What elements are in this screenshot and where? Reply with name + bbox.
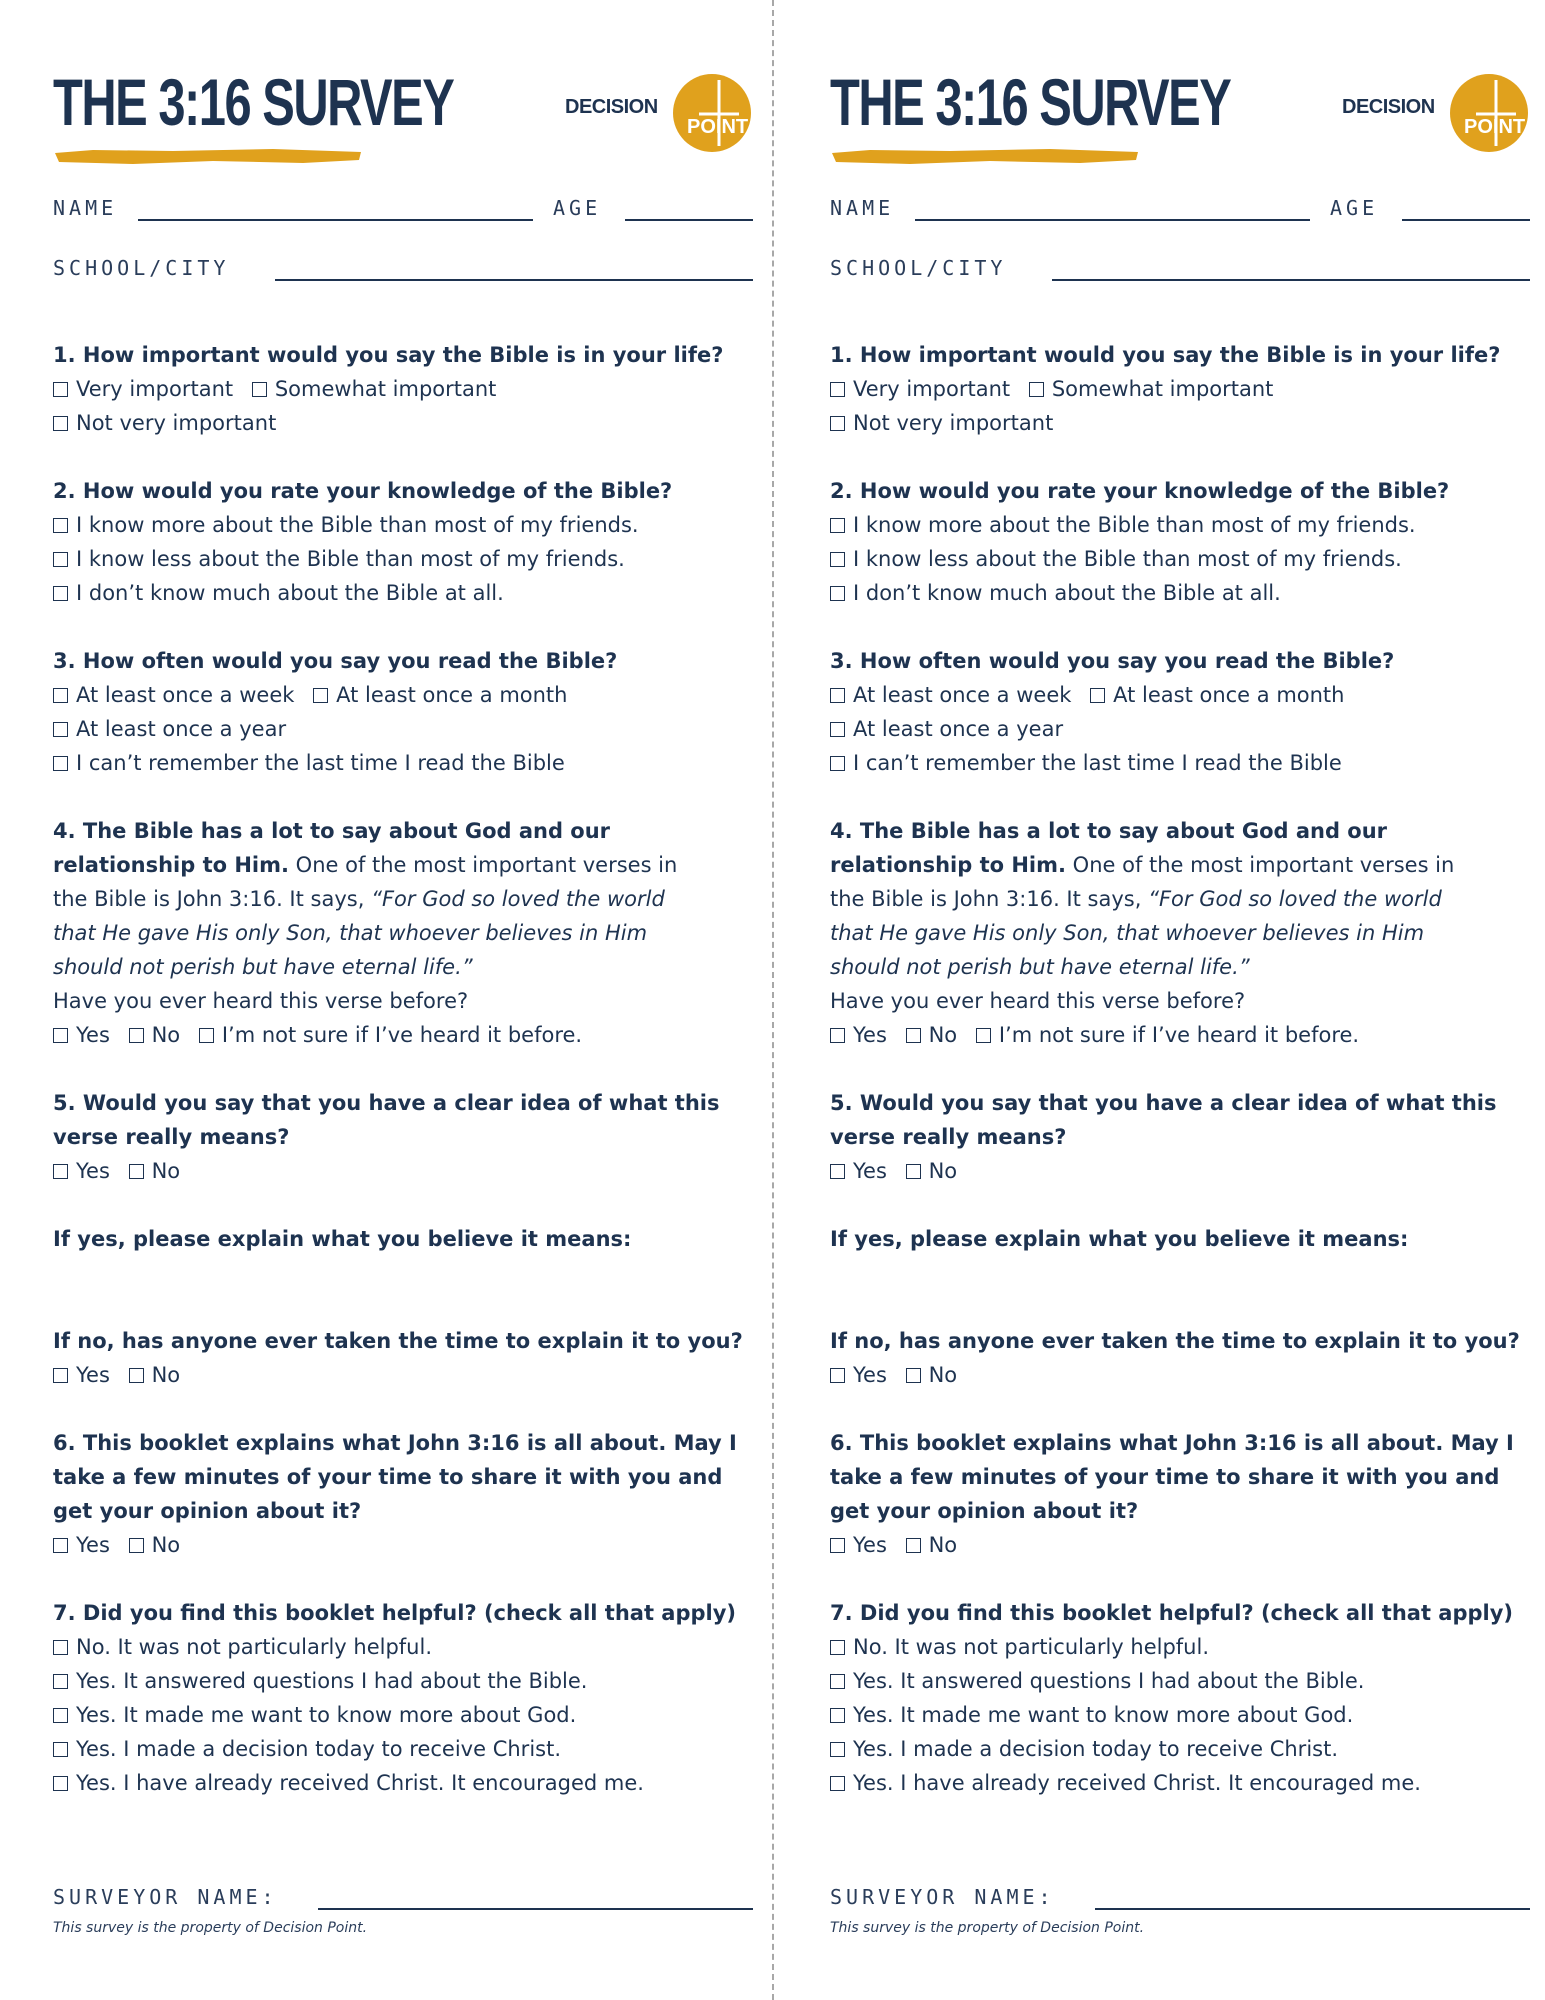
checkbox-option[interactable] [830, 1159, 887, 1183]
checkbox-option[interactable] [830, 1732, 1495, 1766]
checkbox-option[interactable] [53, 1630, 718, 1664]
checkbox-option[interactable] [129, 1159, 181, 1183]
surveyor-name-field[interactable] [318, 1908, 753, 1910]
q5-prompt: verse really means? [830, 1125, 1067, 1149]
checkbox-option[interactable] [129, 1023, 181, 1047]
checkbox-icon [830, 1776, 845, 1791]
q5-followup-options-row [53, 1358, 718, 1392]
checkbox-icon [830, 1640, 845, 1655]
option-label: Yes [853, 1533, 887, 1557]
checkbox-icon [830, 1674, 845, 1689]
title-underline [53, 145, 363, 167]
q5-followup-yes: If yes, please explain what you believe it means: [53, 1227, 632, 1251]
name-field[interactable] [138, 219, 533, 221]
checkbox-icon [53, 756, 68, 771]
checkbox-icon [830, 552, 845, 567]
checkbox-option[interactable] [53, 576, 718, 610]
q6-options-row [53, 1528, 718, 1562]
checkbox-icon [830, 1368, 845, 1383]
option-label: No. It was not particularly helpful. [853, 1635, 1210, 1659]
option-label: At least once a week [76, 683, 295, 707]
checkbox-icon [53, 518, 68, 533]
q3-options-row [830, 678, 1495, 712]
checkbox-icon [1029, 382, 1044, 397]
school-city-field[interactable] [1052, 279, 1530, 281]
footnote: This survey is the property of Decision Point. [830, 1920, 1145, 1936]
option-label: I know less about the Bible than most of my friends. [76, 547, 625, 571]
option-label: No [928, 1159, 958, 1183]
q4-question: Have you ever heard this verse before? [53, 989, 469, 1013]
cut-line [772, 0, 774, 2000]
option-label: At least once a year [853, 717, 1064, 741]
checkbox-option[interactable] [830, 377, 1010, 401]
q6-options-row [830, 1528, 1495, 1562]
checkbox-option[interactable] [53, 1698, 718, 1732]
decision-point-logo [565, 74, 755, 154]
decision-point-logo [1342, 74, 1532, 154]
checkbox-icon [129, 1028, 144, 1043]
q4-prompt-line2 [53, 848, 718, 882]
checkbox-option[interactable] [976, 1023, 1359, 1047]
checkbox-option[interactable] [830, 1363, 887, 1387]
verse-text: that He gave His only Son, that whoever believes in Him [53, 921, 648, 945]
checkbox-option[interactable] [53, 1766, 718, 1800]
checkbox-option[interactable] [1090, 683, 1344, 707]
age-field[interactable] [625, 219, 753, 221]
q5-prompt: 5. Would you say that you have a clear idea of what this [53, 1091, 720, 1115]
survey-title: THE 3:16 SURVEY [830, 65, 1231, 139]
logo-text-decision: DECISION [565, 96, 658, 118]
option-label: Yes [853, 1363, 887, 1387]
checkbox-icon [53, 722, 68, 737]
checkbox-option[interactable] [53, 542, 718, 576]
verse-text: that He gave His only Son, that whoever believes in Him [830, 921, 1425, 945]
age-label: AGE [1330, 196, 1379, 220]
q2-prompt: 2. How would you rate your knowledge of the Bible? [830, 479, 1450, 503]
checkbox-icon [252, 382, 267, 397]
checkbox-option[interactable] [830, 712, 1495, 746]
checkbox-option[interactable] [199, 1023, 582, 1047]
checkbox-option[interactable] [830, 1533, 887, 1557]
age-field[interactable] [1402, 219, 1530, 221]
checkbox-icon [976, 1028, 991, 1043]
checkbox-option[interactable] [830, 746, 1495, 780]
checkbox-icon [53, 1742, 68, 1757]
option-label: No [928, 1533, 958, 1557]
checkbox-icon [129, 1538, 144, 1553]
option-label: No [151, 1533, 181, 1557]
option-label: Yes [76, 1533, 110, 1557]
surveyor-name-label: SURVEYOR NAME: [53, 1885, 278, 1909]
option-label: Very important [76, 377, 234, 401]
option-label: Somewhat important [1051, 377, 1274, 401]
checkbox-icon [53, 1674, 68, 1689]
checkbox-icon [830, 518, 845, 533]
q4-question: Have you ever heard this verse before? [830, 989, 1246, 1013]
option-label: At least once a month [336, 683, 568, 707]
q5-followup-options-row [830, 1358, 1495, 1392]
option-label: Yes [76, 1023, 110, 1047]
checkbox-icon [53, 1776, 68, 1791]
checkbox-option[interactable] [830, 406, 1495, 440]
option-label: Yes [853, 1023, 887, 1047]
checkbox-icon [53, 1538, 68, 1553]
q4-line3 [830, 882, 1495, 916]
checkbox-option[interactable] [252, 377, 497, 401]
option-label: Yes. It made me want to know more about God. [76, 1703, 577, 1727]
option-label: I know less about the Bible than most of my friends. [853, 547, 1402, 571]
checkbox-icon [53, 1164, 68, 1179]
option-label: Yes [76, 1159, 110, 1183]
checkbox-option[interactable] [53, 683, 294, 707]
option-label: I don’t know much about the Bible at all. [76, 581, 504, 605]
q7-prompt: 7. Did you find this booklet helpful? (check all that apply) [53, 1601, 737, 1625]
q5-followup-no: If no, has anyone ever taken the time to explain it to you? [830, 1329, 1520, 1353]
option-label: I’m not sure if I’ve heard it before. [221, 1023, 583, 1047]
option-label: Yes. It answered questions I had about the Bible. [853, 1669, 1365, 1693]
checkbox-option[interactable] [830, 1664, 1495, 1698]
name-label: NAME [830, 196, 895, 220]
option-label: No [928, 1023, 958, 1047]
q6-prompt: take a few minutes of your time to share it with you and [53, 1465, 723, 1489]
option-label: I can’t remember the last time I read the Bible [76, 751, 565, 775]
checkbox-option[interactable] [830, 576, 1495, 610]
checkbox-icon [1090, 688, 1105, 703]
school-city-field[interactable] [275, 279, 753, 281]
checkbox-icon [53, 1028, 68, 1043]
option-label: Yes. I made a decision today to receive Christ. [853, 1737, 1338, 1761]
option-label: I know more about the Bible than most of my friends. [853, 513, 1416, 537]
checkbox-option[interactable] [53, 377, 233, 401]
checkbox-icon [53, 382, 68, 397]
checkbox-icon [830, 756, 845, 771]
survey-sheet [53, 0, 749, 2000]
checkbox-icon [830, 1164, 845, 1179]
checkbox-option[interactable] [53, 1159, 110, 1183]
checkbox-icon [906, 1368, 921, 1383]
checkbox-option[interactable] [313, 683, 567, 707]
checkbox-option[interactable] [906, 1533, 958, 1557]
q4-prompt-bold: relationship to Him. [830, 853, 1066, 877]
option-label: Somewhat important [274, 377, 497, 401]
option-label: At least once a year [76, 717, 287, 741]
q1-prompt: 1. How important would you say the Bible is in your life? [830, 343, 1501, 367]
option-label: I can’t remember the last time I read the Bible [853, 751, 1342, 775]
questions [53, 338, 743, 1800]
option-label: Yes [76, 1363, 110, 1387]
q4-prompt: 4. The Bible has a lot to say about God and our [53, 819, 611, 843]
q4-line3-plain: the Bible is John 3:16. It says, [53, 887, 372, 911]
checkbox-icon [313, 688, 328, 703]
checkbox-option[interactable] [53, 1732, 718, 1766]
q5-followup-yes: If yes, please explain what you believe it means: [830, 1227, 1409, 1251]
q4-prompt: 4. The Bible has a lot to say about God and our [830, 819, 1388, 843]
checkbox-option[interactable] [53, 406, 718, 440]
checkbox-icon [830, 1742, 845, 1757]
checkbox-option[interactable] [830, 1766, 1495, 1800]
q1-options-row [830, 372, 1495, 406]
checkbox-icon [830, 382, 845, 397]
verse-text: “For God so loved the world [1148, 887, 1442, 911]
checkbox-option[interactable] [830, 1698, 1495, 1732]
q4-prompt-rest: One of the most important verses in [288, 853, 678, 877]
footnote: This survey is the property of Decision Point. [53, 1920, 368, 1936]
option-label: Yes. It made me want to know more about God. [853, 1703, 1354, 1727]
option-label: Yes. It answered questions I had about the Bible. [76, 1669, 588, 1693]
q6-prompt: get your opinion about it? [830, 1499, 1139, 1523]
option-label: I know more about the Bible than most of my friends. [76, 513, 639, 537]
q7-prompt: 7. Did you find this booklet helpful? (check all that apply) [830, 1601, 1514, 1625]
survey-sheet [830, 0, 1526, 2000]
q3-prompt: 3. How often would you say you read the Bible? [830, 649, 1395, 673]
q6-prompt: take a few minutes of your time to share it with you and [830, 1465, 1500, 1489]
option-label: I’m not sure if I’ve heard it before. [998, 1023, 1360, 1047]
q1-options-row [53, 372, 718, 406]
checkbox-option[interactable] [129, 1363, 181, 1387]
checkbox-icon [53, 1708, 68, 1723]
checkbox-option[interactable] [53, 1533, 110, 1557]
checkbox-icon [53, 552, 68, 567]
checkbox-icon [129, 1368, 144, 1383]
checkbox-option[interactable] [830, 1023, 887, 1047]
survey-title: THE 3:16 SURVEY [53, 65, 454, 139]
checkbox-icon [199, 1028, 214, 1043]
option-label: No [151, 1159, 181, 1183]
checkbox-option[interactable] [906, 1023, 958, 1047]
verse-text: should not perish but have eternal life.” [830, 955, 1250, 979]
questions [830, 338, 1520, 1800]
q4-options-row [830, 1018, 1495, 1052]
logo-text-decision: DECISION [1342, 96, 1435, 118]
school-city-label: SCHOOL/CITY [53, 256, 230, 280]
checkbox-icon [830, 586, 845, 601]
checkbox-option[interactable] [830, 508, 1495, 542]
option-label: I don’t know much about the Bible at all. [853, 581, 1281, 605]
checkbox-icon [830, 688, 845, 703]
checkbox-icon [906, 1538, 921, 1553]
checkbox-option[interactable] [830, 1630, 1495, 1664]
checkbox-option[interactable] [53, 712, 718, 746]
option-label: No [151, 1023, 181, 1047]
age-label: AGE [553, 196, 602, 220]
q4-prompt-bold: relationship to Him. [53, 853, 289, 877]
q5-options-row [53, 1154, 718, 1188]
checkbox-option[interactable] [906, 1159, 958, 1183]
checkbox-option[interactable] [53, 1363, 110, 1387]
option-label: Yes [853, 1159, 887, 1183]
surveyor-name-field[interactable] [1095, 1908, 1530, 1910]
option-label: Not very important [853, 411, 1054, 435]
option-label: At least once a month [1113, 683, 1345, 707]
surveyor-name-label: SURVEYOR NAME: [830, 1885, 1055, 1909]
q5-prompt: 5. Would you say that you have a clear idea of what this [830, 1091, 1497, 1115]
checkbox-option[interactable] [53, 1023, 110, 1047]
q5-followup-no: If no, has anyone ever taken the time to explain it to you? [53, 1329, 743, 1353]
q1-prompt: 1. How important would you say the Bible is in your life? [53, 343, 724, 367]
q2-prompt: 2. How would you rate your knowledge of the Bible? [53, 479, 673, 503]
checkbox-icon [830, 722, 845, 737]
q4-line3-plain: the Bible is John 3:16. It says, [830, 887, 1149, 911]
checkbox-option[interactable] [53, 508, 718, 542]
checkbox-icon [906, 1164, 921, 1179]
name-label: NAME [53, 196, 118, 220]
checkbox-option[interactable] [830, 542, 1495, 576]
checkbox-option[interactable] [830, 683, 1071, 707]
q6-prompt: get your opinion about it? [53, 1499, 362, 1523]
q5-prompt: verse really means? [53, 1125, 290, 1149]
checkbox-option[interactable] [53, 746, 718, 780]
checkbox-option[interactable] [129, 1533, 181, 1557]
option-label: At least once a week [853, 683, 1072, 707]
verse-text: should not perish but have eternal life.” [53, 955, 473, 979]
checkbox-icon [53, 416, 68, 431]
option-label: Yes. I made a decision today to receive Christ. [76, 1737, 561, 1761]
logo-text-point: POINT [1464, 116, 1526, 138]
checkbox-icon [830, 1028, 845, 1043]
q3-prompt: 3. How often would you say you read the Bible? [53, 649, 618, 673]
checkbox-icon [906, 1028, 921, 1043]
verse-text: “For God so loved the world [371, 887, 665, 911]
checkbox-icon [53, 586, 68, 601]
option-label: Yes. I have already received Christ. It encouraged me. [853, 1771, 1421, 1795]
title-underline [830, 145, 1140, 167]
option-label: Not very important [76, 411, 277, 435]
logo-text-point: POINT [687, 116, 749, 138]
checkbox-icon [53, 688, 68, 703]
option-label: Yes. I have already received Christ. It encouraged me. [76, 1771, 644, 1795]
checkbox-option[interactable] [53, 1664, 718, 1698]
q4-prompt-line2 [830, 848, 1495, 882]
q6-prompt: 6. This booklet explains what John 3:16 is all about. May I [53, 1431, 737, 1455]
q6-prompt: 6. This booklet explains what John 3:16 is all about. May I [830, 1431, 1514, 1455]
q3-options-row [53, 678, 718, 712]
option-label: No. It was not particularly helpful. [76, 1635, 433, 1659]
school-city-label: SCHOOL/CITY [830, 256, 1007, 280]
checkbox-option[interactable] [906, 1363, 958, 1387]
checkbox-icon [830, 1538, 845, 1553]
q4-options-row [53, 1018, 718, 1052]
name-field[interactable] [915, 219, 1310, 221]
option-label: No [151, 1363, 181, 1387]
checkbox-icon [53, 1640, 68, 1655]
q4-line3 [53, 882, 718, 916]
option-label: Very important [853, 377, 1011, 401]
checkbox-icon [830, 416, 845, 431]
checkbox-option[interactable] [1029, 377, 1274, 401]
q5-options-row [830, 1154, 1495, 1188]
checkbox-icon [129, 1164, 144, 1179]
checkbox-icon [53, 1368, 68, 1383]
option-label: No [928, 1363, 958, 1387]
q4-prompt-rest: One of the most important verses in [1065, 853, 1455, 877]
checkbox-icon [830, 1708, 845, 1723]
